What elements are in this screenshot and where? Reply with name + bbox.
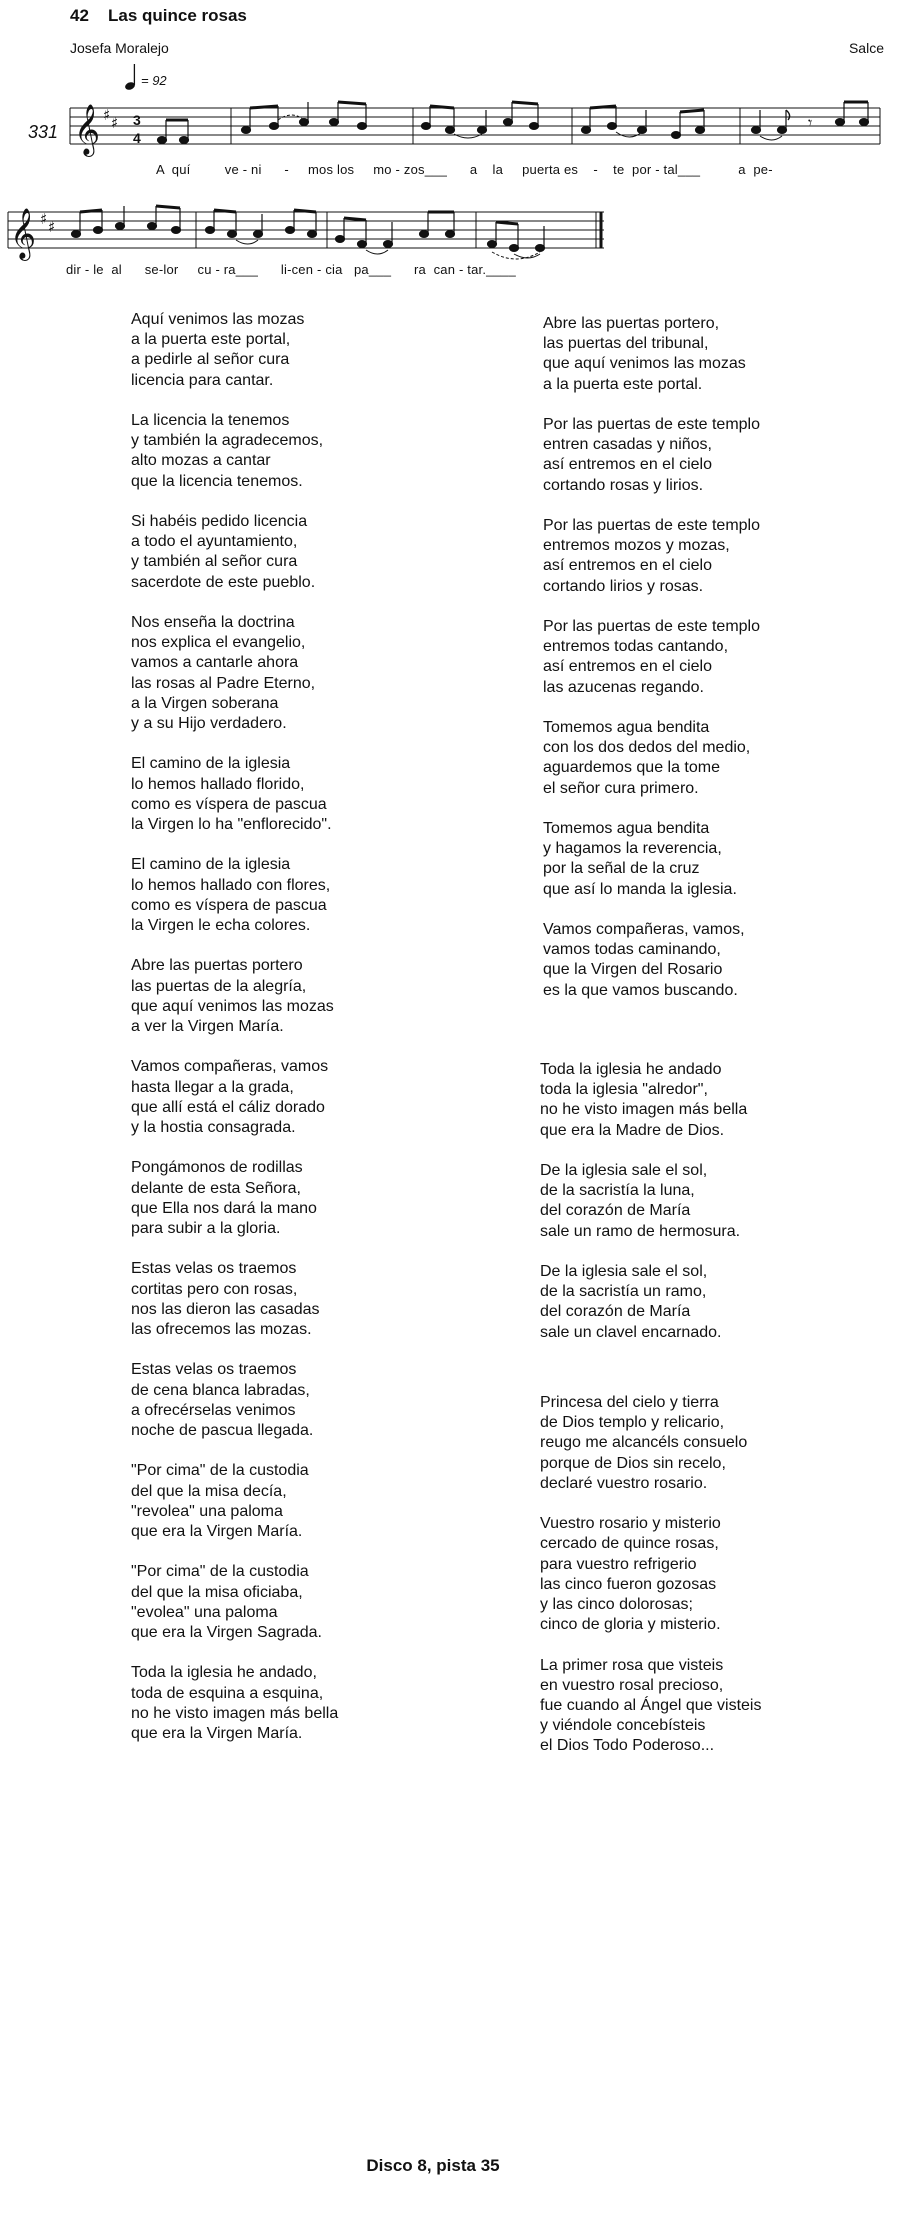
verse-line: de la sacristía la luna, (540, 1182, 695, 1200)
verse-line: el Dios Todo Poderoso... (540, 1737, 715, 1755)
stanza (131, 512, 338, 593)
verse-line: y a su Hijo verdadero. (131, 715, 287, 733)
verse-line: De la iglesia sale el sol, (540, 1263, 708, 1280)
song-title: Las quince rosas (108, 6, 247, 25)
verse-line: del que la misa decía, (131, 1482, 287, 1500)
verse-line: a la puerta este portal. (543, 375, 703, 393)
verse-line: noche de pascua llegada. (131, 1422, 314, 1440)
verse-line: Tomemos agua bendita (543, 820, 710, 837)
verse-line: entren casadas y niños, (543, 436, 712, 454)
verse-line: sale un ramo de hermosura. (540, 1222, 741, 1240)
stanza (543, 819, 760, 900)
verse-line: vamos a cantarle ahora (131, 654, 299, 672)
verse-line: nos explica el evangelio, (131, 634, 306, 652)
verse-line: y hagamos la reverencia, (543, 840, 722, 858)
verse-line: sacerdote de este pueblo. (131, 573, 316, 591)
verse-line: fue cuando al Ángel que visteis (540, 1697, 762, 1715)
verse-line: con los dos dedos del medio, (543, 739, 751, 757)
quarter-note-icon (124, 62, 140, 92)
verse-line: cercado de quince rosas, (540, 1535, 719, 1553)
stanza (131, 310, 338, 391)
verse-line: del corazón de María (540, 1202, 691, 1220)
lyrics-line-1: A quí ve - ni - mos los mo - zos___ a la puerta es - te por - tal___ a pe- (156, 162, 773, 177)
verse-line: a ofrecérselas venimos (131, 1401, 296, 1419)
verse-line: "evolea" una paloma (131, 1603, 278, 1621)
performer-name: Josefa Moralejo (70, 40, 169, 56)
verse-line: de la sacristía un ramo, (540, 1283, 707, 1301)
stanza (543, 415, 760, 496)
music-staff-2 (0, 198, 900, 270)
verse-line: a la puerta este portal, (131, 331, 291, 349)
verse-line: las azucenas regando. (543, 678, 704, 696)
verse-line: y viéndole concebísteis (540, 1717, 706, 1735)
verse-line: que era la Virgen María. (131, 1523, 303, 1541)
svg-text:♯: ♯ (48, 218, 56, 236)
stanza (543, 516, 760, 597)
verse-line: del corazón de María (540, 1303, 691, 1321)
stanza (131, 411, 338, 492)
stanza (131, 1663, 338, 1744)
verse-line: para vuestro refrigerio (540, 1555, 697, 1573)
verse-line: las cinco fueron gozosas (540, 1575, 717, 1593)
verse-line: cortando rosas y lirios. (543, 476, 704, 494)
time-signature-top: 3 (133, 112, 141, 128)
verse-line: cortando lirios y rosas. (543, 577, 704, 595)
song-number: 42 (70, 6, 89, 25)
verse-line: cortitas pero con rosas, (131, 1280, 298, 1298)
stanza (540, 1393, 761, 1494)
verse-line: Por las puertas de este templo (543, 618, 761, 635)
verse-line: que era la Madre de Dios. (540, 1121, 725, 1139)
verse-line: Pongámonos de rodillas (131, 1159, 303, 1177)
verse-line: aguardemos que la tome (543, 759, 720, 777)
verse-line: a ver la Virgen María. (131, 1018, 284, 1036)
verse-line: del que la misa oficiaba, (131, 1583, 303, 1601)
stanza (543, 617, 760, 698)
verse-line: Tomemos agua bendita (543, 719, 710, 736)
verse-line: que así lo manda la iglesia. (543, 880, 737, 898)
verse-line: Aquí venimos las mozas (131, 311, 305, 328)
lyrics-line-2: dir - le al se-lor cu - ra___ li-cen - cia pa___ ra can - tar.____ (66, 262, 516, 277)
verse-line: La licencia la tenemos (131, 412, 290, 429)
stanza (131, 1057, 338, 1138)
verse-line: El camino de la iglesia (131, 856, 291, 874)
svg-text:𝄞: 𝄞 (10, 208, 37, 259)
verse-line: que la licencia tenemos. (131, 472, 303, 490)
verse-line: no he visto imagen más bella (540, 1101, 748, 1119)
verse-line: como es víspera de pascua (131, 896, 327, 914)
verse-line: Toda la iglesia he andado (540, 1061, 722, 1078)
verse-line: no he visto imagen más bella (131, 1704, 339, 1722)
verse-line: y las cinco dolorosas; (540, 1596, 693, 1614)
disc-track-footer: Disco 8, pista 35 (366, 2156, 500, 2175)
verse-line: que allí está el cáliz dorado (131, 1098, 325, 1116)
lyrics-column-right-top (543, 314, 760, 1021)
verse-line: toda la iglesia "alredor", (540, 1081, 708, 1099)
svg-text:𝄾: 𝄾 (808, 113, 813, 132)
verse-line: como es víspera de pascua (131, 795, 327, 813)
score-number: 331 (28, 122, 59, 142)
verse-line: lo hemos hallado con flores, (131, 876, 331, 894)
verse-line: Estas velas os traemos (131, 1260, 297, 1278)
verse-line: en vuestro rosal precioso, (540, 1676, 724, 1694)
verse-line: Vuestro rosario y misterio (540, 1515, 721, 1533)
verse-line: sale un clavel encarnado. (540, 1323, 722, 1341)
verse-line: Vamos compañeras, vamos, (543, 921, 745, 938)
verse-line: las ofrecemos las mozas. (131, 1321, 312, 1339)
verse-line: Si habéis pedido licencia (131, 513, 308, 530)
verse-line: a todo el ayuntamiento, (131, 533, 298, 551)
verse-line: porque de Dios sin recelo, (540, 1454, 726, 1472)
verse-line: alto mozas a cantar (131, 452, 271, 470)
stanza (540, 1656, 761, 1757)
verse-line: Abre las puertas portero, (543, 315, 720, 332)
verse-line: así entremos en el cielo (543, 557, 712, 575)
verse-line: y también al señor cura (131, 553, 298, 571)
verse-line: Por las puertas de este templo (543, 416, 761, 433)
stanza (131, 1259, 338, 1340)
svg-text:♯: ♯ (111, 114, 119, 132)
svg-text:♯: ♯ (40, 210, 48, 228)
verse-line: de cena blanca labradas, (131, 1381, 310, 1399)
lyrics-column-left (131, 310, 338, 1764)
verse-line: a la Virgen soberana (131, 694, 279, 712)
verse-line: y la hostia consagrada. (131, 1119, 296, 1137)
svg-text:♯: ♯ (103, 106, 111, 124)
verse-line: entremos mozos y mozas, (543, 537, 730, 555)
stanza (543, 920, 760, 1001)
stanza (543, 718, 760, 799)
verse-line: así entremos en el cielo (543, 456, 712, 474)
verse-line: "revolea" una paloma (131, 1502, 283, 1520)
svg-text:𝄞: 𝄞 (74, 104, 101, 155)
verse-line: las rosas al Padre Eterno, (131, 674, 316, 692)
verse-line: que era la Virgen Sagrada. (131, 1624, 322, 1642)
verse-line: de Dios templo y relicario, (540, 1414, 725, 1432)
verse-line: "Por cima" de la custodia (131, 1462, 309, 1480)
lyrics-column-right-middle (540, 1060, 747, 1363)
stanza (540, 1060, 747, 1141)
stanza (131, 613, 338, 734)
verse-line: las puertas de la alegría, (131, 977, 307, 995)
stanza (131, 855, 338, 936)
verse-line: Por las puertas de este templo (543, 517, 761, 534)
stanza (543, 314, 760, 395)
verse-line: delante de esta Señora, (131, 1179, 301, 1197)
verse-line: reugo me alcancéls consuelo (540, 1434, 748, 1452)
verse-line: lo hemos hallado florido, (131, 775, 305, 793)
stanza (131, 1461, 338, 1542)
verse-line: hasta llegar a la grada, (131, 1078, 294, 1096)
stanza (540, 1514, 761, 1635)
verse-line: y también la agradecemos, (131, 432, 324, 450)
stanza (131, 754, 338, 835)
verse-line: La primer rosa que visteis (540, 1656, 724, 1674)
verse-line: "Por cima" de la custodia (131, 1563, 309, 1581)
verse-line: la Virgen le echa colores. (131, 917, 311, 935)
verse-line: que Ella nos dará la mano (131, 1199, 317, 1217)
tempo-value: = 92 (141, 73, 167, 88)
verse-line: así entremos en el cielo (543, 658, 712, 676)
verse-line: licencia para cantar. (131, 371, 274, 389)
verse-line: que la Virgen del Rosario (543, 961, 723, 979)
verse-line: el señor cura primero. (543, 779, 699, 797)
verse-line: declaré vuestro rosario. (540, 1474, 708, 1492)
verse-line: que aquí venimos las mozas (131, 997, 334, 1015)
music-staff-1 (0, 98, 900, 160)
verse-line: toda de esquina a esquina, (131, 1684, 324, 1702)
stanza (131, 1562, 338, 1643)
stanza (540, 1161, 747, 1242)
verse-line: Vamos compañeras, vamos (131, 1058, 329, 1076)
verse-line: Abre las puertas portero (131, 957, 303, 975)
verse-line: por la señal de la cruz (543, 860, 700, 878)
verse-line: las puertas del tribunal, (543, 335, 709, 353)
verse-line: cinco de gloria y misterio. (540, 1616, 721, 1634)
verse-line: El camino de la iglesia (131, 755, 291, 773)
time-signature-bottom: 4 (133, 130, 141, 146)
verse-line: que era la Virgen María. (131, 1725, 303, 1743)
verse-line: a pedirle al señor cura (131, 351, 290, 369)
verse-line: que aquí venimos las mozas (543, 355, 746, 373)
verse-line: Nos enseña la doctrina (131, 614, 295, 631)
verse-line: para subir a la gloria. (131, 1220, 281, 1238)
verse-line: Princesa del cielo y tierra (540, 1394, 719, 1411)
verse-line: la Virgen lo ha "enflorecido". (131, 816, 332, 834)
stanza (131, 1360, 338, 1441)
verse-line: es la que vamos buscando. (543, 981, 738, 999)
verse-line: entremos todas cantando, (543, 638, 729, 656)
place-name: Salce (848, 40, 884, 56)
verse-line: Estas velas os traemos (131, 1361, 297, 1379)
stanza (131, 1158, 338, 1239)
verse-line: Toda la iglesia he andado, (131, 1664, 317, 1682)
verse-line: De la iglesia sale el sol, (540, 1162, 708, 1179)
stanza (131, 956, 338, 1037)
stanza (540, 1262, 747, 1343)
verse-line: nos las dieron las casadas (131, 1300, 320, 1318)
lyrics-column-right-bottom (540, 1393, 761, 1777)
verse-line: vamos todas caminando, (543, 941, 721, 959)
